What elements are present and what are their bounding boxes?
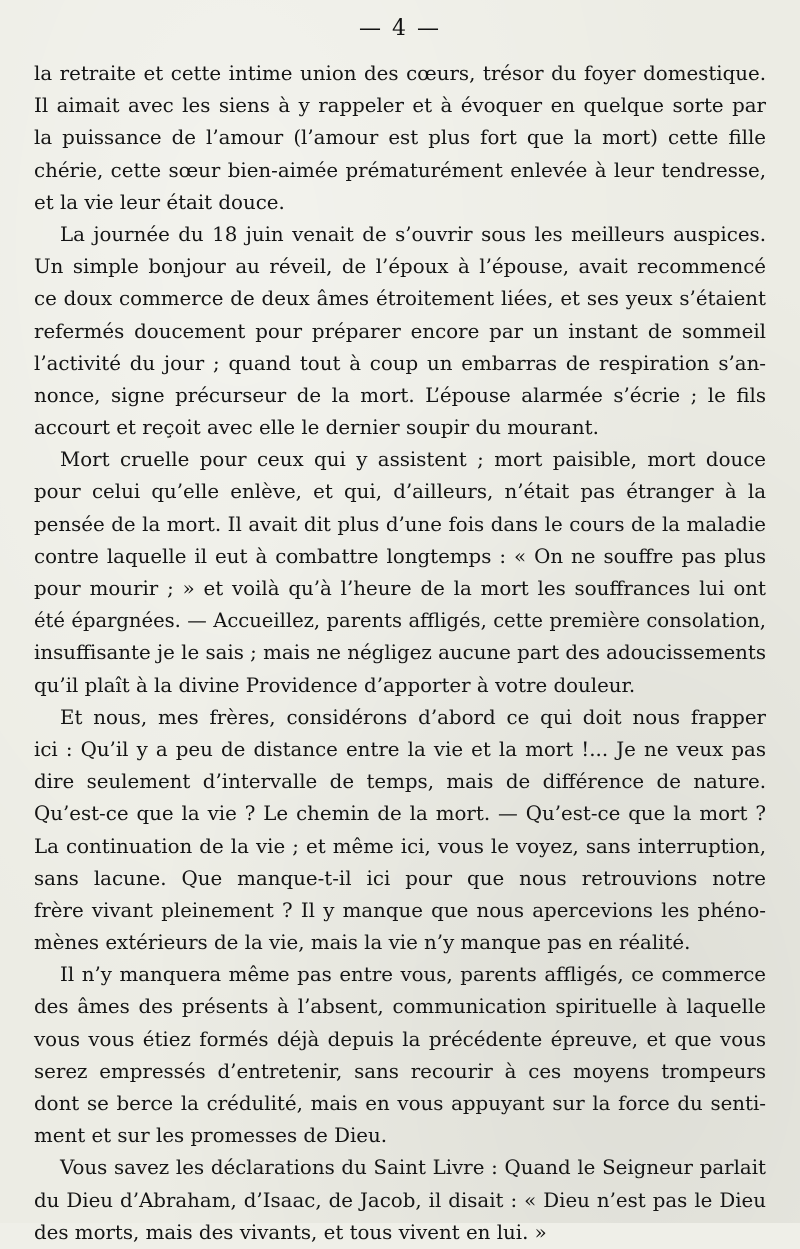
text-line: ici : Qu’il y a peu de distance entre la vie et la mort !... Je ne veux pas [34,737,766,761]
text-line: Il n’y manquera même pas entre vous, parents affligés, ce commerce [60,963,766,987]
text-line: La journée du 18 juin venait de s’ouvrir sous les meilleurs auspices. [60,222,766,246]
text-line: Qu’est-ce que la vie ? Le chemin de la mort. — Qu’est-ce que la mort ? [34,802,766,826]
text-line: serez empressés d’entretenir, sans recourir à ces moyens trompeurs [34,1059,766,1083]
text-line: accourt et reçoit avec elle le dernier soupir du mourant. [34,416,599,440]
text-line: qu’il plaît à la divine Providence d’apporter à votre douleur. [34,673,636,697]
text-line: du Dieu d’Abraham, d’Isaac, de Jacob, il disait : « Dieu n’est pas le Dieu [34,1188,766,1212]
text-line: pensée de la mort. Il avait dit plus d’une fois dans le cours de la maladie [34,512,766,536]
text-line: ment et sur les promesses de Dieu. [34,1124,388,1148]
paragraph-3 [34,444,766,702]
text-line: dire seulement d’intervalle de temps, mais de différence de nature. [34,770,766,794]
text-line: insuffisante je le sais ; mais ne négligez aucune part des adoucissements [34,641,766,665]
text-line: Il aimait avec les siens à y rappeler et à évoquer en quelque sorte par [34,94,766,118]
text-line: vous vous étiez formés déjà depuis la précédente épreuve, et que vous [34,1027,766,1051]
text-line: dont se berce la crédulité, mais en vous appuyant sur la force du senti- [34,1092,766,1115]
text-line: La continuation de la vie ; et même ici, vous le voyez, sans interruption, [34,834,766,858]
text-line: et la vie leur était douce. [34,190,285,214]
text-line: la puissance de l’amour (l’amour est plus fort que la mort) cette fille [34,126,766,150]
paragraph-5 [34,959,766,1152]
text-line: Et nous, mes frères, considérons d’abord ce qui doit nous frapper [60,705,766,729]
text-line: pour mourir ; » et voilà qu’à l’heure de la mort les souffrances lui ont [34,577,766,600]
text-line: Un simple bonjour au réveil, de l’époux à l’épouse, avait recommencé [34,255,766,279]
paragraph-4 [34,702,766,960]
text-line: ce doux commerce de deux âmes étroitement liées, et ses yeux s’étaient [34,287,766,311]
text-line: nonce, signe précurseur de la mort. L’épouse alarmée s’écrie ; le fils [34,383,766,407]
paragraph-1 [34,58,766,219]
text-line: la retraite et cette intime union des cœurs, trésor du foyer domestique. [34,62,766,85]
text-line: refermés doucement pour préparer encore par un instant de sommeil [34,319,766,343]
text-line: sans lacune. Que manque-t-il ici pour que nous retrouvions notre [34,866,766,890]
page-number: — 4 — [359,16,441,41]
text-line: Mort cruelle pour ceux qui y assistent ; mort paisible, mort douce [60,448,766,472]
text-line: des âmes des présents à l’absent, communication spirituelle à laquelle [34,995,766,1019]
body-text [34,58,766,1249]
text-line: des morts, mais des vivants, et tous vivent en lui. » [34,1220,547,1244]
text-line: été épargnées. — Accueillez, parents affligés, cette première consolation, [34,609,766,633]
text-line: pour celui qu’elle enlève, et qui, d’ailleurs, n’était pas étranger à la [34,480,766,504]
text-line: frère vivant pleinement ? Il y manque que nous apercevions les phéno- [34,898,766,922]
text-line: l’activité du jour ; quand tout à coup un embarras de respiration s’an- [34,351,766,375]
paragraph-2 [34,219,766,444]
text-line: contre laquelle il eut à combattre longtemps : « On ne souffre pas plus [34,544,766,568]
paragraph-6 [34,1152,766,1249]
text-line: Vous savez les déclarations du Saint Livre : Quand le Seigneur parlait [60,1156,766,1180]
text-line: mènes extérieurs de la vie, mais la vie n’y manque pas en réalité. [34,931,691,955]
text-line: chérie, cette sœur bien-aimée prématurément enlevée à leur tendresse, [34,158,766,182]
